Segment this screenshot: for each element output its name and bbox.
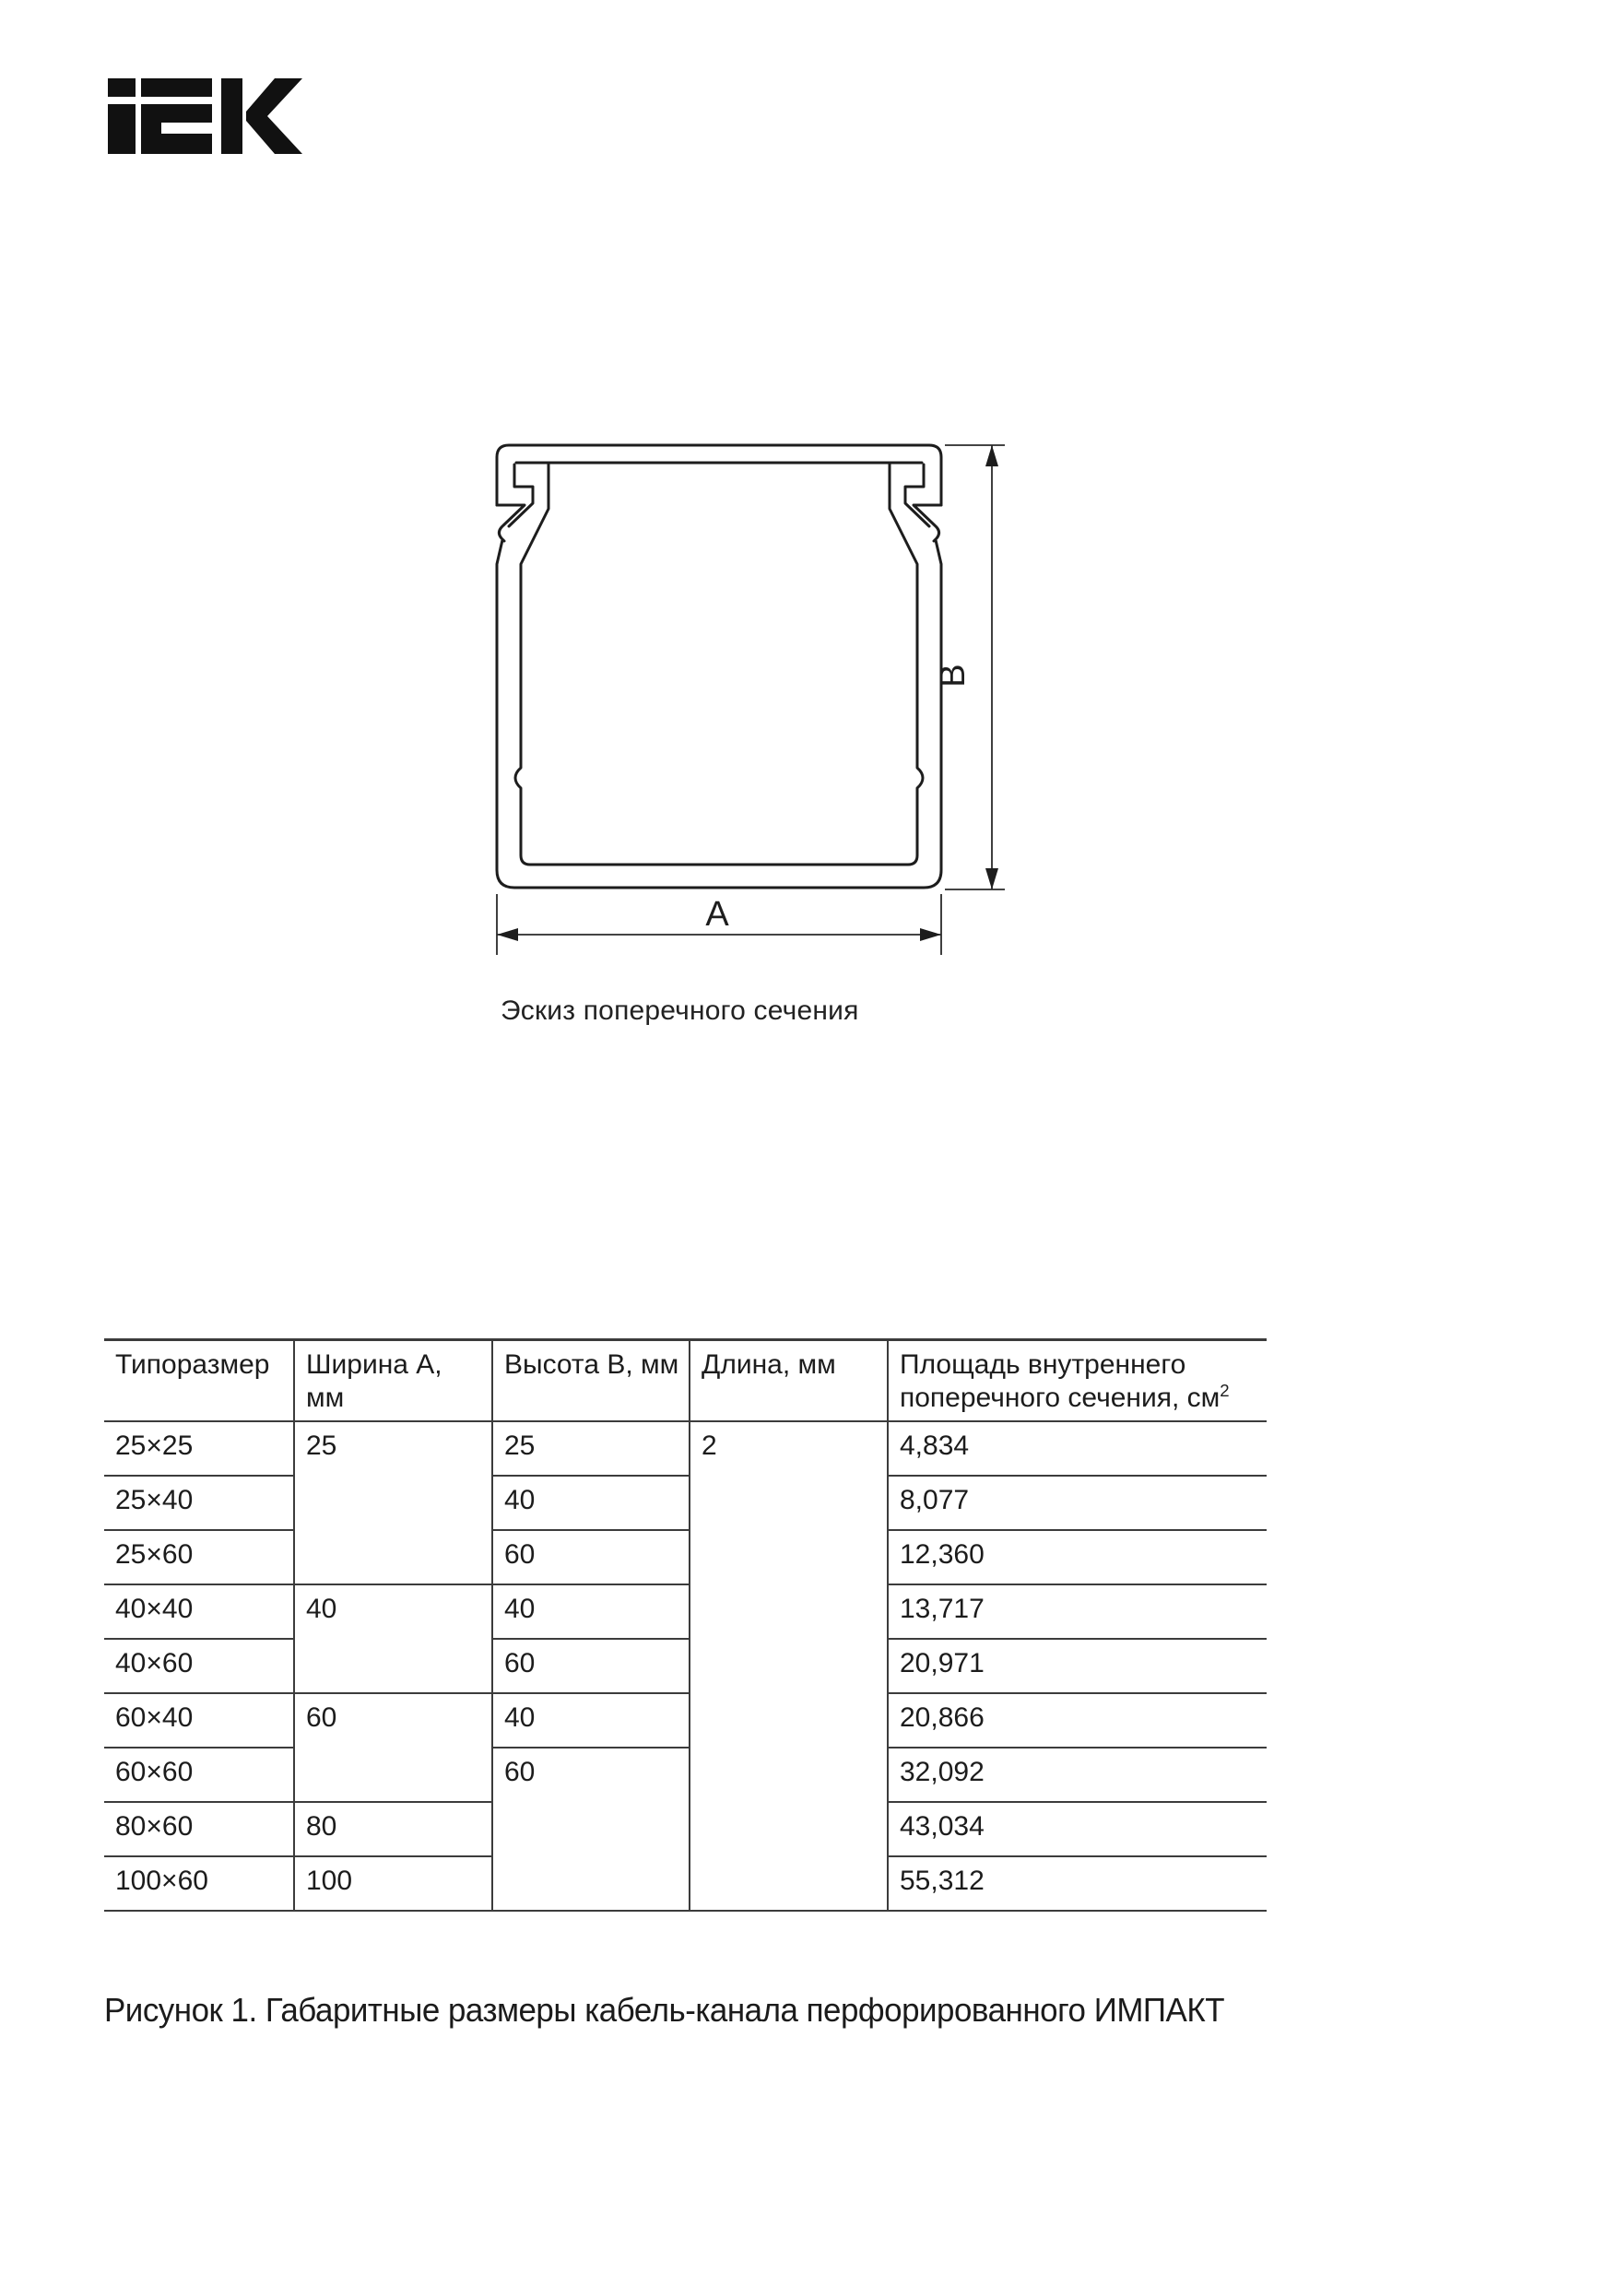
cell-height: 60 [492, 1639, 690, 1693]
header-height: Высота В, мм [492, 1340, 690, 1422]
cell-area: 43,034 [888, 1802, 1267, 1856]
cell-size: 25×60 [104, 1530, 294, 1584]
cell-size: 25×40 [104, 1476, 294, 1530]
cover-profile [497, 445, 941, 541]
table-header-row [104, 1340, 1267, 1422]
table-row [104, 1748, 1267, 1802]
cell-size: 40×40 [104, 1584, 294, 1639]
cell-area: 8,077 [888, 1476, 1267, 1530]
cell-area: 13,717 [888, 1584, 1267, 1639]
table-row [104, 1421, 1267, 1476]
cell-width: 25 [294, 1421, 492, 1584]
iek-logo-icon [108, 77, 303, 156]
cell-width: 80 [294, 1802, 492, 1856]
dim-label-a: A [705, 895, 729, 934]
dim-label-b: B [934, 664, 973, 688]
cell-area: 20,866 [888, 1693, 1267, 1748]
dimensions-table [104, 1338, 1267, 1912]
cell-height: 60 [492, 1530, 690, 1584]
dimension-b [934, 445, 1005, 889]
cell-area: 20,971 [888, 1639, 1267, 1693]
cell-height: 40 [492, 1476, 690, 1530]
cell-size: 25×25 [104, 1421, 294, 1476]
figure-caption: Рисунок 1. Габаритные размеры кабель-канала перфорированного ИМПАКТ [104, 1991, 1225, 2029]
cross-section-drawing [461, 419, 1051, 972]
dimension-a [497, 894, 941, 955]
cell-height: 60 [492, 1748, 690, 1911]
cell-size: 80×60 [104, 1802, 294, 1856]
table-row [104, 1476, 1267, 1530]
table-row [104, 1530, 1267, 1584]
sketch-caption: Эскиз поперечного сечения [501, 995, 859, 1026]
cell-length: 2 [690, 1421, 888, 1911]
table-row [104, 1584, 1267, 1639]
base-profile [497, 463, 941, 888]
cell-size: 60×40 [104, 1693, 294, 1748]
cell-size: 100×60 [104, 1856, 294, 1911]
cell-size: 60×60 [104, 1748, 294, 1802]
cell-height: 25 [492, 1421, 690, 1476]
cell-area: 32,092 [888, 1748, 1267, 1802]
cell-area: 12,360 [888, 1530, 1267, 1584]
header-size: Типоразмер [104, 1340, 294, 1422]
header-width: Ширина А, мм [294, 1340, 492, 1422]
header-length: Длина, мм [690, 1340, 888, 1422]
table-row [104, 1693, 1267, 1748]
cell-area: 4,834 [888, 1421, 1267, 1476]
cell-size: 40×60 [104, 1639, 294, 1693]
iek-logo [108, 77, 303, 156]
cell-area: 55,312 [888, 1856, 1267, 1911]
cell-width: 60 [294, 1693, 492, 1802]
table-row [104, 1639, 1267, 1693]
header-area: Площадь внутреннего поперечного сечения, $см^2$ [888, 1340, 1267, 1422]
cell-height: 40 [492, 1693, 690, 1748]
cell-height: 40 [492, 1584, 690, 1639]
cell-width: 40 [294, 1584, 492, 1693]
cell-width: 100 [294, 1856, 492, 1911]
